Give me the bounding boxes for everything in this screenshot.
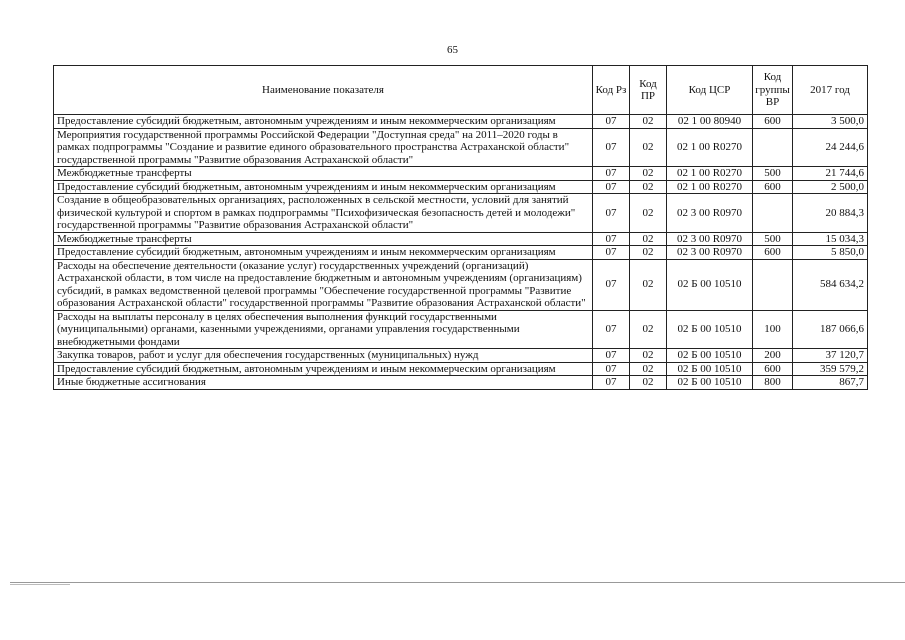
cell-vr: 600 [753,246,793,260]
cell-vr: 600 [753,115,793,129]
table-row [54,232,868,246]
cell-name: Создание в общеобразовательных организациях, расположенных в сельской местности, условий для занятий физической культурой и спортом в рамках подпрограммы "Психофизическая безопасность детей и молодежи" государственной программы "Развитие образования Астраханской области" [54,194,593,233]
cell-amount: 867,7 [793,376,868,390]
cell-rz: 07 [593,180,630,194]
cell-name: Межбюджетные трансферты [54,232,593,246]
cell-amount: 21 744,6 [793,167,868,181]
cell-name: Иные бюджетные ассигнования [54,376,593,390]
cell-pr: 02 [630,376,667,390]
cell-pr: 02 [630,349,667,363]
cell-name: Расходы на выплаты персоналу в целях обеспечения выполнения функций государственными (муниципальными) органами, казенными учреждениями, органами управления государственными внебюджетными фондами [54,310,593,349]
cell-pr: 02 [630,232,667,246]
cell-name: Межбюджетные трансферты [54,167,593,181]
cell-rz: 07 [593,194,630,233]
cell-amount: 15 034,3 [793,232,868,246]
cell-vr [753,194,793,233]
cell-csr: 02 1 00 R0270 [667,167,753,181]
cell-csr: 02 Б 00 10510 [667,349,753,363]
cell-pr: 02 [630,167,667,181]
cell-csr: 02 Б 00 10510 [667,376,753,390]
page-bottom-rule-short [10,584,70,585]
cell-pr: 02 [630,115,667,129]
cell-name: Предоставление субсидий бюджетным, автономным учреждениям и иным некоммерческим организациям [54,362,593,376]
cell-amount: 2 500,0 [793,180,868,194]
cell-csr: 02 3 00 R0970 [667,194,753,233]
cell-amount: 3 500,0 [793,115,868,129]
cell-name: Расходы на обеспечение деятельности (оказание услуг) государственных учреждений (организаций) Астраханской области, в том числе на предоставление бюджетным и автономным учреждениям (организациям) субсидий, в рамках ведомственной целевой программы "Обеспечение государственной программы "Развитие образования Астраханской области" государственной программы "Развитие образования Астраханской области" [54,259,593,310]
cell-pr: 02 [630,128,667,167]
cell-rz: 07 [593,167,630,181]
cell-name: Предоставление субсидий бюджетным, автономным учреждениям и иным некоммерческим организациям [54,180,593,194]
cell-rz: 07 [593,246,630,260]
cell-csr: 02 3 00 R0970 [667,246,753,260]
header-vr: Код группы ВР [753,66,793,115]
cell-rz: 07 [593,232,630,246]
cell-name: Мероприятия государственной программы Российской Федерации "Доступная среда" на 2011–2020 годы в рамках подпрограммы "Создание и развитие единого образовательного пространства Астраханской области" государственной программы "Развитие образования Астраханской области" [54,128,593,167]
table-row [54,128,868,167]
table-body [54,115,868,390]
cell-csr: 02 1 00 R0270 [667,180,753,194]
cell-rz: 07 [593,362,630,376]
header-name: Наименование показателя [54,66,593,115]
table-row [54,362,868,376]
cell-rz: 07 [593,310,630,349]
table-row [54,180,868,194]
cell-name: Предоставление субсидий бюджетным, автономным учреждениям и иным некоммерческим организациям [54,246,593,260]
cell-csr: 02 3 00 R0970 [667,232,753,246]
header-pr: Код ПР [630,66,667,115]
table-row [54,115,868,129]
cell-csr: 02 1 00 80940 [667,115,753,129]
cell-rz: 07 [593,349,630,363]
cell-csr: 02 1 00 R0270 [667,128,753,167]
cell-pr: 02 [630,310,667,349]
cell-pr: 02 [630,180,667,194]
cell-rz: 07 [593,128,630,167]
cell-csr: 02 Б 00 10510 [667,362,753,376]
page-number: 65 [447,44,458,56]
cell-amount: 359 579,2 [793,362,868,376]
cell-vr: 200 [753,349,793,363]
header-csr: Код ЦСР [667,66,753,115]
budget-table [53,65,868,390]
cell-rz: 07 [593,259,630,310]
table-row [54,194,868,233]
cell-pr: 02 [630,259,667,310]
cell-vr: 600 [753,180,793,194]
cell-amount: 584 634,2 [793,259,868,310]
cell-pr: 02 [630,362,667,376]
cell-pr: 02 [630,194,667,233]
cell-rz: 07 [593,376,630,390]
cell-csr: 02 Б 00 10510 [667,310,753,349]
cell-vr [753,259,793,310]
cell-name: Закупка товаров, работ и услуг для обеспечения государственных (муниципальных) нужд [54,349,593,363]
table-row [54,376,868,390]
cell-amount: 20 884,3 [793,194,868,233]
cell-name: Предоставление субсидий бюджетным, автономным учреждениям и иным некоммерческим организациям [54,115,593,129]
cell-amount: 5 850,0 [793,246,868,260]
page-bottom-rule [10,582,905,583]
header-amount: 2017 год [793,66,868,115]
table-row [54,310,868,349]
header-row [54,66,868,115]
table-row [54,349,868,363]
cell-vr: 500 [753,167,793,181]
header-rz: Код Рз [593,66,630,115]
cell-pr: 02 [630,246,667,260]
cell-vr: 600 [753,362,793,376]
cell-csr: 02 Б 00 10510 [667,259,753,310]
table-row [54,246,868,260]
table-row [54,259,868,310]
table-row [54,167,868,181]
cell-vr: 100 [753,310,793,349]
cell-vr [753,128,793,167]
cell-vr: 800 [753,376,793,390]
cell-amount: 187 066,6 [793,310,868,349]
cell-amount: 37 120,7 [793,349,868,363]
cell-vr: 500 [753,232,793,246]
cell-rz: 07 [593,115,630,129]
cell-amount: 24 244,6 [793,128,868,167]
